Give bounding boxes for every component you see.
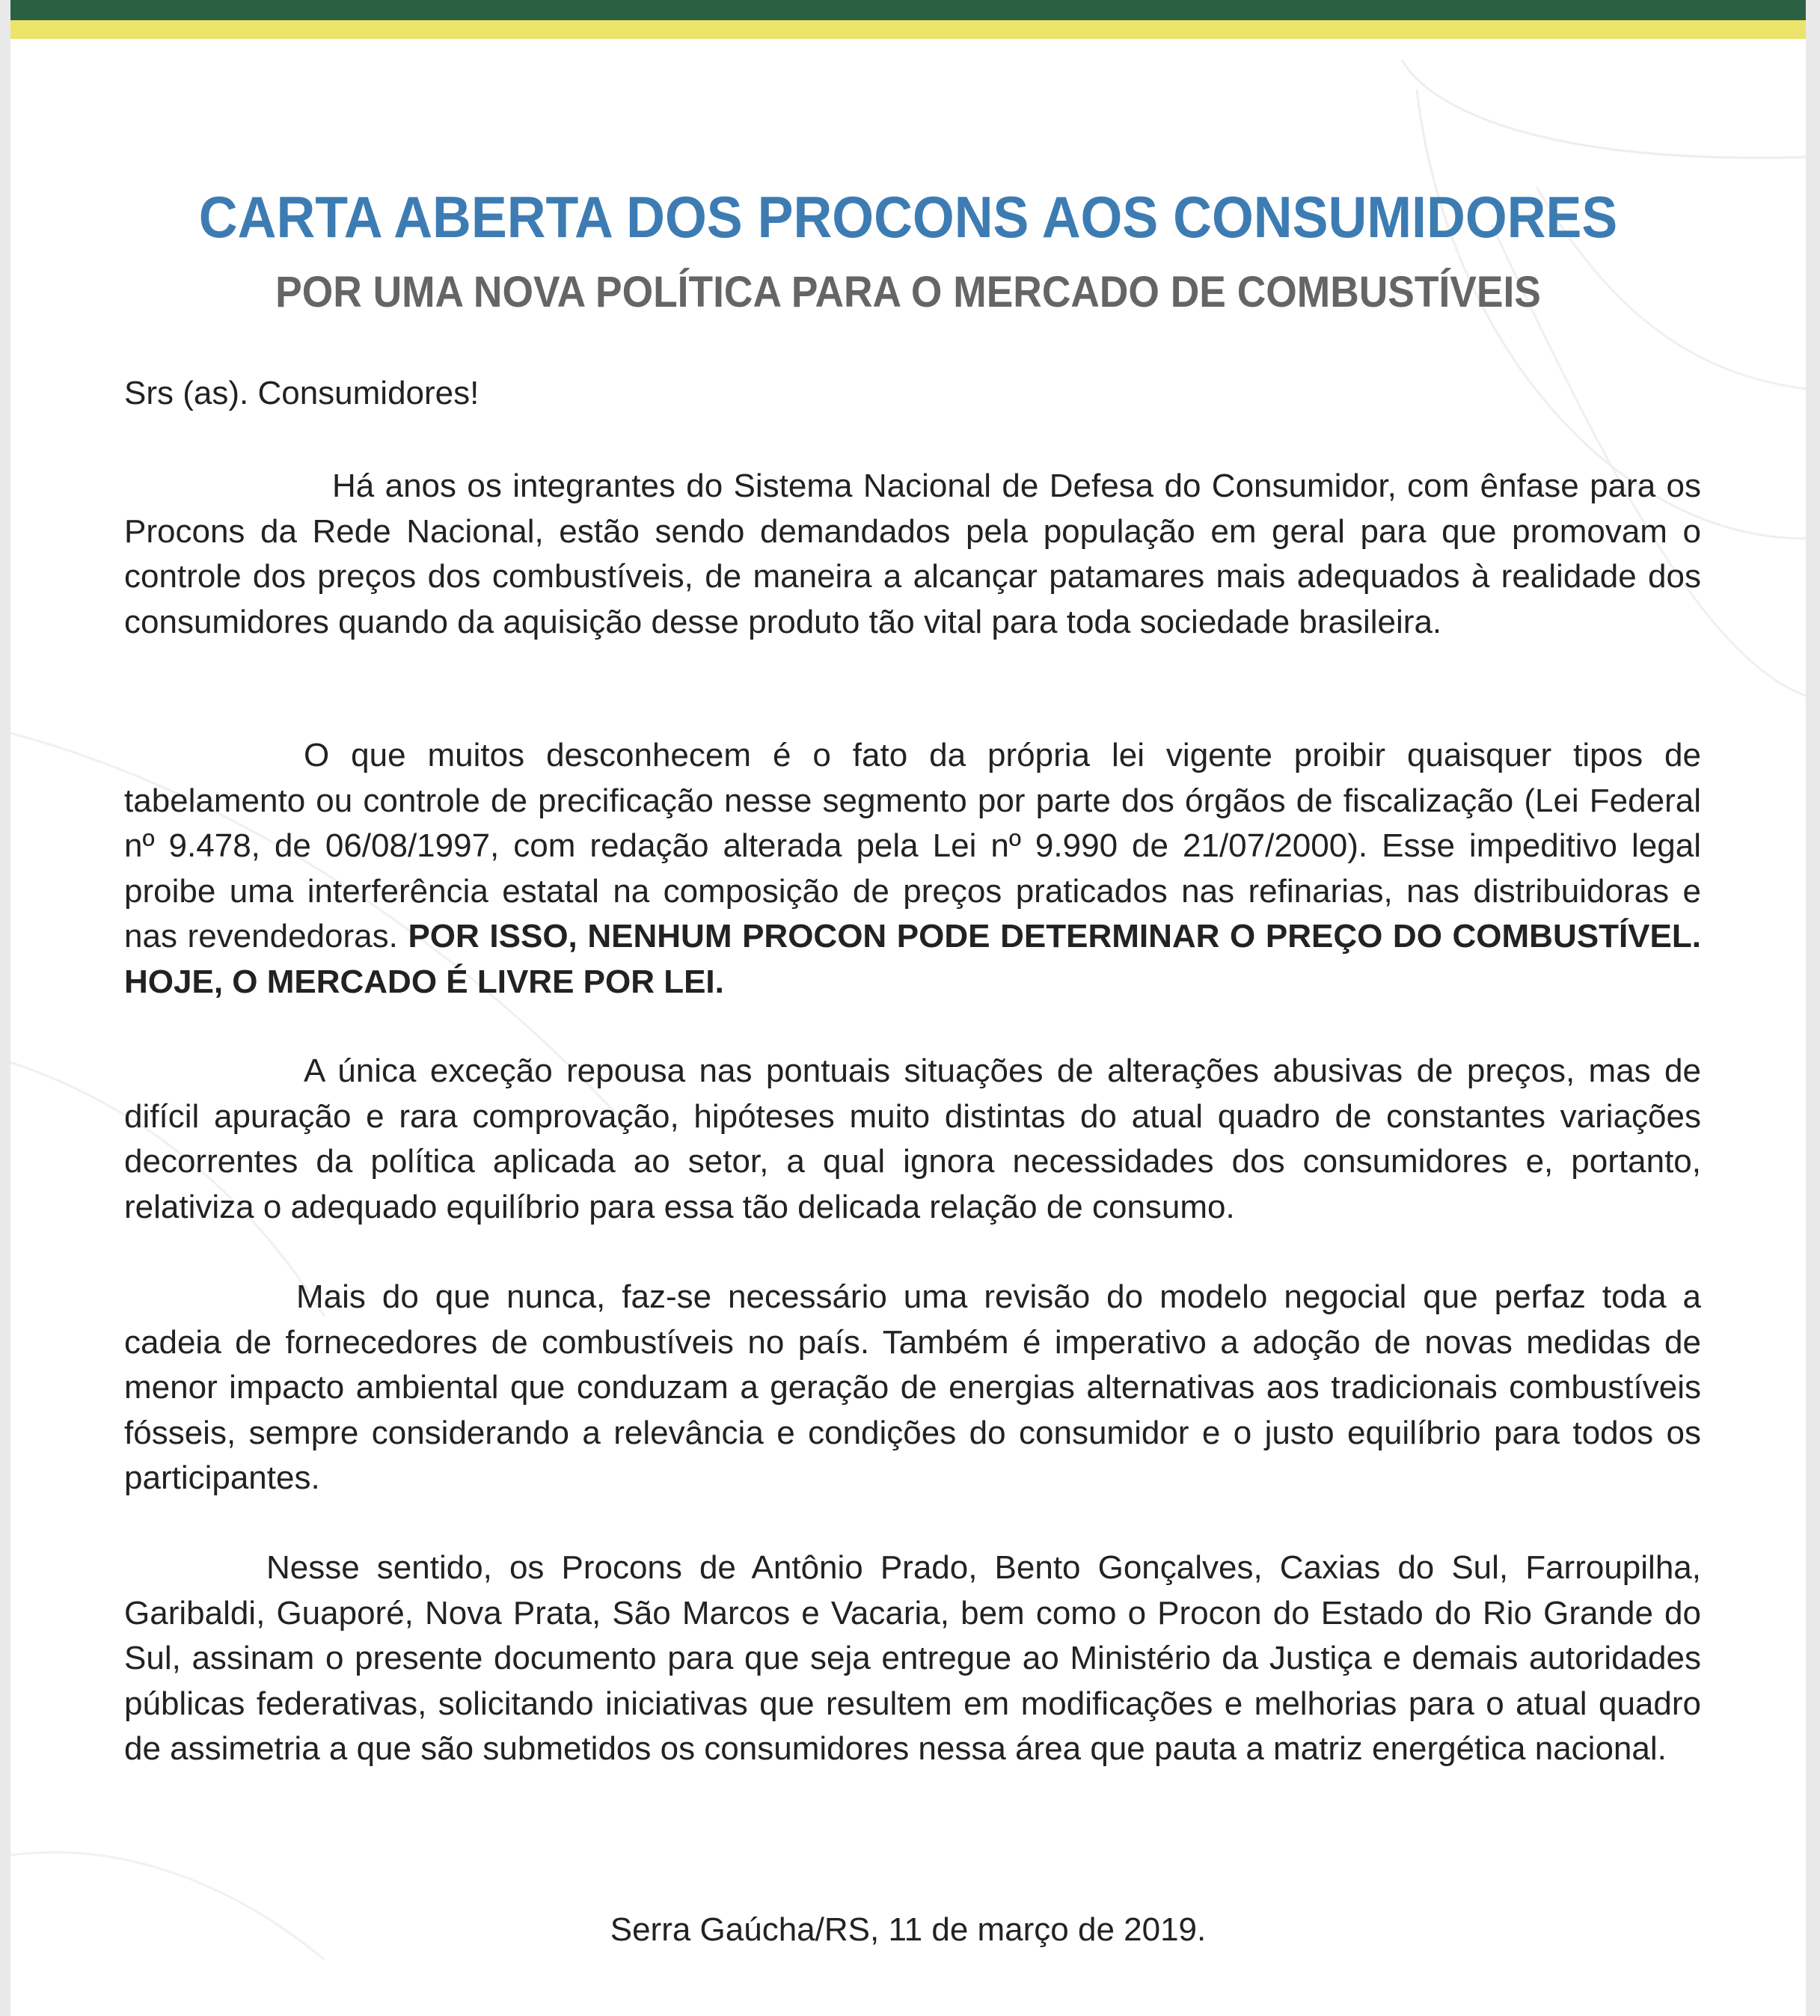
paragraph-2 [124, 733, 1701, 1005]
greeting: Srs (as). Consumidores! [124, 375, 479, 411]
paragraph-1 [124, 464, 1701, 645]
paragraph-2-emphasis: POR ISSO, NENHUM PROCON PODE DETERMINAR O PREÇO DO COMBUSTÍVEL. HOJE, O MERCADO É LIVRE POR LEI. [124, 918, 1701, 1000]
top-yellow-stripe [10, 20, 1806, 39]
letter-title: CARTA ABERTA DOS PROCONS AOS CONSUMIDORES [198, 184, 1618, 250]
paragraph-3-text: A única exceção repousa nas pontuais situações de alterações abusivas de preços, mas de difícil apuração e rara comprovação, hipóteses muito distintas do atual quadro de constantes variações decorrentes da política aplicada ao setor, a qual ignora necessidades dos consumidores e, portanto, relativiza o adequado equilíbrio para essa tão delicada relação de consumo. [124, 1053, 1701, 1225]
paragraph-4 [124, 1275, 1701, 1501]
paragraph-4-text: Mais do que nunca, faz-se necessário uma revisão do modelo negocial que perfaz toda a cadeia de fornecedores de combustíveis no país. Também é imperativo a adoção de novas medidas de menor impacto ambiental que conduzam a geração de energias alternativas aos tradicionais combustíveis fósseis, sempre considerando a relevância e condições do consumidor e o justo equilíbrio para todos os participantes. [124, 1278, 1701, 1496]
paragraph-3 [124, 1049, 1701, 1230]
letter-page [10, 0, 1806, 2016]
letter-subtitle: POR UMA NOVA POLÍTICA PARA O MERCADO DE COMBUSTÍVEIS [275, 268, 1541, 316]
paragraph-2-text: O que muitos desconhecem é o fato da própria lei vigente proibir quaisquer tipos de tabelamento ou controle de precificação nesse segmento por parte dos órgãos de fiscalização (Lei Federal nº 9.478, de 06/08/1997, com redação alterada pela Lei nº 9.990 de 21/07/2000). Esse impeditivo legal proibe uma interferência estatal na composição de preços praticados nas refinarias, nas distribuidoras e nas revendedoras. [124, 737, 1701, 955]
place-and-date: Serra Gaúcha/RS, 11 de março de 2019. [610, 1911, 1207, 1948]
paragraph-5 [124, 1545, 1701, 1772]
top-green-stripe [10, 0, 1806, 20]
paragraph-1-text: Há anos os integrantes do Sistema Nacional de Defesa do Consumidor, com ênfase para os Procons da Rede Nacional, estão sendo demandados pela população em geral para que promovam o controle dos preços dos combustíveis, de maneira a alcançar patamares mais adequados à realidade dos consumidores quando da aquisição desse produto tão vital para toda sociedade brasileira. [124, 468, 1701, 640]
paragraph-5-text: Nesse sentido, os Procons de Antônio Prado, Bento Gonçalves, Caxias do Sul, Farroupilha, Garibaldi, Guaporé, Nova Prata, São Marcos e Vacaria, bem como o Procon do Estado do Rio Grande do Sul, assinam o presente documento para que seja entregue ao Ministério da Justiça e demais autoridades públicas federativas, solicitando iniciativas que resultem em modificações e melhorias para o atual quadro de assimetria a que são submetidos os consumidores nessa área que pauta a matriz energética nacional. [124, 1549, 1701, 1767]
